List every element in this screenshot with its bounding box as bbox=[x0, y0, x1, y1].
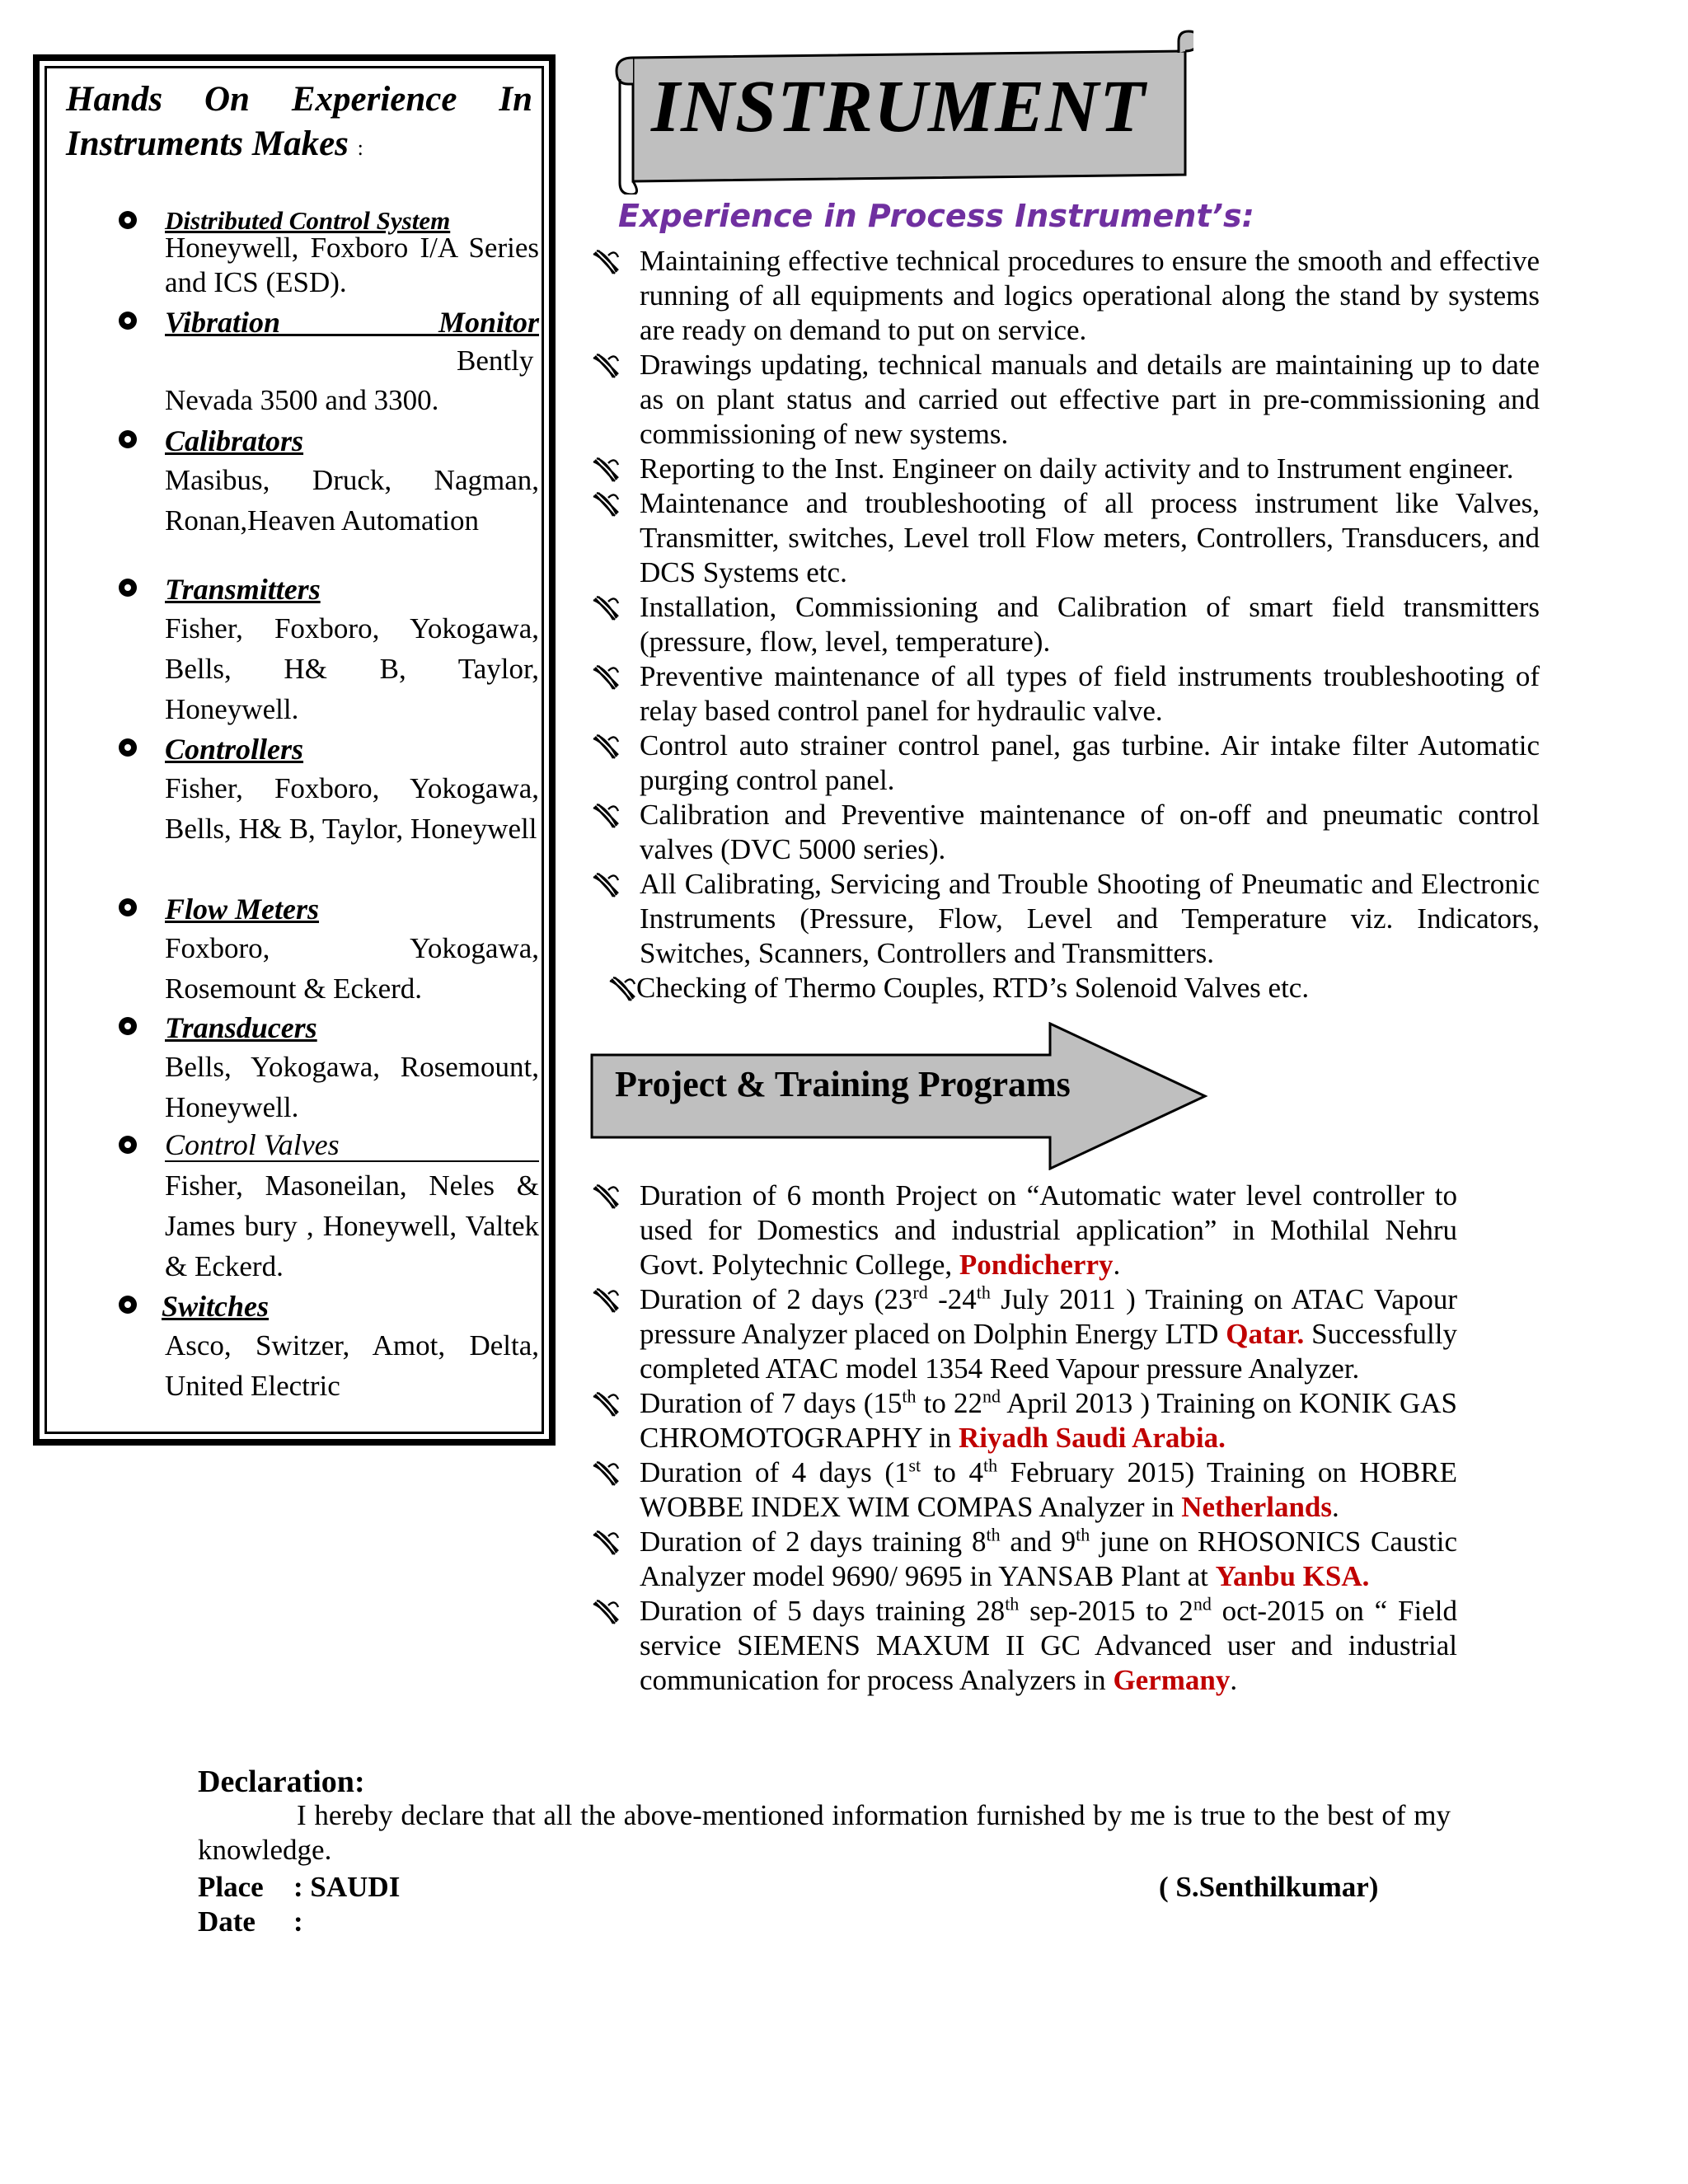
experience-list bbox=[590, 244, 1540, 1005]
circle-bullet-icon bbox=[119, 898, 137, 916]
list-item: Control auto strainer control panel, gas turbine. Air intake filter Automatic purging control panel. bbox=[590, 729, 1540, 798]
pen-bullet-icon bbox=[590, 1457, 623, 1490]
make-category: Distributed Control System bbox=[165, 206, 451, 235]
pen-bullet-icon bbox=[590, 1388, 623, 1421]
make-brands: Masibus, Druck, Nagman, Ronan,Heaven Automation bbox=[165, 464, 539, 537]
pen-bullet-icon bbox=[590, 1526, 623, 1559]
list-item: Duration of 4 days (1st to 4th February 2015) Training on HOBRE WOBBE INDEX WIM COMPAS Analyzer in Netherlands. bbox=[590, 1455, 1457, 1525]
list-item: Checking of Thermo Couples, RTD’s Solenoid Valves etc. bbox=[590, 971, 1540, 1005]
pen-bullet-icon bbox=[590, 661, 623, 694]
make-brands: Fisher, Foxboro, Yokogawa, Bells, H& B, Taylor, Honeywell bbox=[165, 772, 539, 845]
circle-bullet-icon bbox=[119, 1017, 137, 1035]
list-item: Duration of 6 month Project on “Automatic water level controller to used for Domestics and industrial application” in Mothilal Nehru Govt. Polytechnic College, Pondicherry. bbox=[590, 1179, 1457, 1282]
pen-bullet-icon bbox=[590, 1284, 623, 1317]
make-category: Vibration Monitor bbox=[165, 306, 539, 339]
date-value: : bbox=[293, 1905, 303, 1938]
declaration-heading: Declaration: bbox=[198, 1765, 365, 1799]
projects-heading: Project & Training Programs bbox=[615, 1064, 1071, 1104]
pen-bullet-icon bbox=[590, 488, 623, 521]
pen-bullet-icon bbox=[590, 1596, 623, 1629]
signature: ( S.Senthilkumar) bbox=[1159, 1871, 1379, 1903]
list-item: Drawings updating, technical manuals and details are maintaining up to date as on plant status and carried out effective part in pre-commissioning and commissioning of new systems. bbox=[590, 348, 1540, 452]
circle-bullet-icon bbox=[119, 1296, 137, 1314]
pen-bullet-icon bbox=[590, 799, 623, 832]
pen-bullet-icon bbox=[590, 730, 623, 763]
pen-bullet-icon bbox=[607, 972, 640, 1005]
make-brands: Asco, Switzer, Amot, Delta, United Electric bbox=[165, 1329, 539, 1402]
experience-heading: Experience in Process Instrument’s: bbox=[618, 198, 1254, 234]
make-brands: Honeywell, Foxboro I/A Series and ICS (ESD). bbox=[165, 232, 539, 298]
list-item: Duration of 5 days training 28th sep-2015 to 2nd oct-2015 on “ Field service SIEMENS MAXUM II GC Advanced user and industrial communication for process Analyzers in Germany. bbox=[590, 1594, 1457, 1698]
pen-bullet-icon bbox=[590, 869, 623, 902]
declaration-text: I hereby declare that all the above-mentioned information furnished by me is true to the best of my knowledge. bbox=[198, 1799, 1451, 1866]
pen-bullet-icon bbox=[590, 1180, 623, 1213]
make-brands: Foxboro, Yokogawa, Rosemount & Eckerd. bbox=[165, 932, 539, 1005]
circle-bullet-icon bbox=[119, 1136, 137, 1154]
pen-bullet-icon bbox=[590, 453, 623, 486]
pen-bullet-icon bbox=[590, 349, 623, 382]
place-value: : SAUDI bbox=[293, 1871, 401, 1903]
make-brands: Fisher, Foxboro, Yokogawa, Bells, H& B, Taylor, Honeywell. bbox=[165, 612, 539, 725]
list-item: Duration of 2 days (23rd -24th July 2011 ) Training on ATAC Vapour pressure Analyzer placed on Dolphin Energy LTD Qatar. Successfully completed ATAC model 1354 Reed Vapour pressure Analyzer. bbox=[590, 1282, 1457, 1386]
pen-bullet-icon bbox=[590, 592, 623, 625]
circle-bullet-icon bbox=[119, 211, 137, 229]
make-brands: Fisher, Masoneilan, Neles & James bury , Honeywell, Valtek & Eckerd. bbox=[165, 1169, 539, 1282]
list-item: Calibration and Preventive maintenance of on-off and pneumatic control valves (DVC 5000 series). bbox=[590, 798, 1540, 867]
page-title: INSTRUMENT bbox=[651, 66, 1146, 148]
list-item: Installation, Commissioning and Calibration of smart field transmitters (pressure, flow, level, temperature). bbox=[590, 590, 1540, 659]
circle-bullet-icon bbox=[119, 738, 137, 757]
circle-bullet-icon bbox=[119, 312, 137, 330]
make-category: Controllers bbox=[165, 733, 304, 766]
make-category: Calibrators bbox=[165, 424, 304, 457]
projects-list bbox=[590, 1179, 1457, 1698]
make-brands: Bells, Yokogawa, Rosemount, Honeywell. bbox=[165, 1051, 539, 1123]
makes-title: Hands On Experience In Instruments Makes : bbox=[66, 80, 533, 163]
list-item: Duration of 7 days (15th to 22nd April 2013 ) Training on KONIK GAS CHROMOTOGRAPHY in Riyadh Saudi Arabia. bbox=[590, 1386, 1457, 1455]
date-label: Date bbox=[198, 1905, 256, 1938]
make-category: Control Valves bbox=[165, 1129, 539, 1162]
list-item: Maintenance and troubleshooting of all process instrument like Valves, Transmitter, switches, Level troll Flow meters, Controllers, Transducers, and DCS Systems etc. bbox=[590, 486, 1540, 590]
list-item: Duration of 2 days training 8th and 9th june on RHOSONICS Caustic Analyzer model 9690/ 9695 in YANSAB Plant at Yanbu KSA. bbox=[590, 1525, 1457, 1594]
list-item: Reporting to the Inst. Engineer on daily activity and to Instrument engineer. bbox=[590, 452, 1540, 486]
list-item: Maintaining effective technical procedures to ensure the smooth and effective running of all equipments and logics operational along the stand by systems are ready on demand to put on service. bbox=[590, 244, 1540, 348]
circle-bullet-icon bbox=[119, 579, 137, 597]
make-category: Transducers bbox=[165, 1011, 317, 1044]
place-label: Place bbox=[198, 1871, 264, 1903]
circle-bullet-icon bbox=[119, 430, 137, 448]
make-brands: Bently Nevada 3500 and 3300. bbox=[165, 344, 534, 416]
list-item: Preventive maintenance of all types of field instruments troubleshooting of relay based control panel for hydraulic valve. bbox=[590, 659, 1540, 729]
make-category: Transmitters bbox=[165, 573, 321, 606]
pen-bullet-icon bbox=[590, 246, 623, 279]
make-category: Switches bbox=[162, 1290, 270, 1323]
make-category: Flow Meters bbox=[165, 893, 320, 926]
list-item: All Calibrating, Servicing and Trouble Shooting of Pneumatic and Electronic Instruments (Pressure, Flow, Level and Temperature viz. Indicators, Switches, Scanners, Controllers and Transmitters. bbox=[590, 867, 1540, 971]
